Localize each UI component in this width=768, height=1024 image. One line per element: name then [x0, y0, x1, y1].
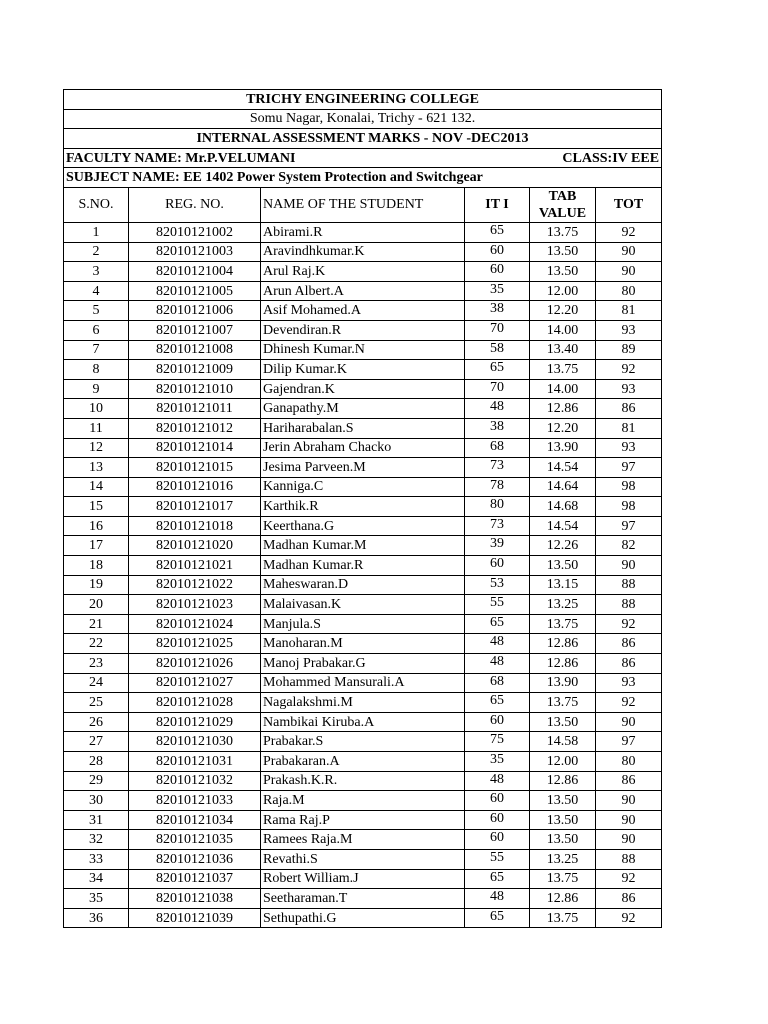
col-header-tab-line2: VALUE	[538, 205, 587, 221]
cell-tab-value: 14.54	[530, 516, 596, 536]
table-row	[64, 869, 662, 889]
cell-it1: 38	[465, 418, 530, 438]
cell-student-name: Sethupathi.G	[261, 908, 465, 928]
table-row	[64, 595, 662, 615]
table-row	[64, 516, 662, 536]
table-row	[64, 849, 662, 869]
cell-student-name: Dhinesh Kumar.N	[261, 340, 465, 360]
cell-student-name: Keerthana.G	[261, 516, 465, 536]
cell-it1: 70	[465, 379, 530, 399]
cell-total: 82	[596, 536, 662, 556]
table-row	[64, 497, 662, 517]
cell-total: 90	[596, 712, 662, 732]
cell-sno: 34	[64, 869, 129, 889]
cell-regno: 82010121007	[129, 320, 261, 340]
cell-tab-value: 12.86	[530, 654, 596, 674]
cell-it1: 35	[465, 752, 530, 772]
cell-sno: 28	[64, 752, 129, 772]
cell-total: 93	[596, 438, 662, 458]
cell-student-name: Revathi.S	[261, 849, 465, 869]
cell-total: 90	[596, 242, 662, 262]
table-row	[64, 536, 662, 556]
table-row	[64, 242, 662, 262]
cell-tab-value: 13.50	[530, 712, 596, 732]
cell-student-name: Robert William.J	[261, 869, 465, 889]
cell-sno: 3	[64, 262, 129, 282]
cell-tab-value: 13.50	[530, 791, 596, 811]
cell-student-name: Kanniga.C	[261, 477, 465, 497]
table-row	[64, 418, 662, 438]
table-row	[64, 438, 662, 458]
cell-sno: 13	[64, 458, 129, 478]
cell-regno: 82010121031	[129, 752, 261, 772]
cell-it1: 55	[465, 849, 530, 869]
cell-student-name: Arun Albert.A	[261, 281, 465, 301]
cell-student-name: Rama Raj.P	[261, 810, 465, 830]
cell-regno: 82010121028	[129, 693, 261, 713]
table-row	[64, 320, 662, 340]
cell-sno: 8	[64, 360, 129, 380]
cell-sno: 32	[64, 830, 129, 850]
cell-tab-value: 13.75	[530, 222, 596, 242]
cell-sno: 15	[64, 497, 129, 517]
cell-sno: 2	[64, 242, 129, 262]
cell-it1: 48	[465, 771, 530, 791]
table-row	[64, 575, 662, 595]
cell-total: 98	[596, 497, 662, 517]
table-row	[64, 379, 662, 399]
cell-total: 90	[596, 791, 662, 811]
assessment-title: INTERNAL ASSESSMENT MARKS - NOV -DEC2013	[64, 129, 662, 149]
cell-sno: 7	[64, 340, 129, 360]
table-row	[64, 262, 662, 282]
cell-sno: 30	[64, 791, 129, 811]
cell-it1: 65	[465, 360, 530, 380]
cell-regno: 82010121030	[129, 732, 261, 752]
cell-tab-value: 12.26	[530, 536, 596, 556]
cell-student-name: Ganapathy.M	[261, 399, 465, 419]
table-row	[64, 712, 662, 732]
cell-it1: 60	[465, 262, 530, 282]
cell-total: 90	[596, 830, 662, 850]
cell-tab-value: 13.50	[530, 242, 596, 262]
cell-regno: 82010121009	[129, 360, 261, 380]
cell-tab-value: 14.68	[530, 497, 596, 517]
cell-total: 97	[596, 516, 662, 536]
table-row	[64, 301, 662, 321]
cell-regno: 82010121006	[129, 301, 261, 321]
cell-total: 86	[596, 654, 662, 674]
col-header-regno: REG. NO.	[129, 187, 261, 222]
cell-regno: 82010121029	[129, 712, 261, 732]
cell-total: 92	[596, 360, 662, 380]
cell-student-name: Asif Mohamed.A	[261, 301, 465, 321]
cell-tab-value: 14.00	[530, 379, 596, 399]
cell-student-name: Aravindhkumar.K	[261, 242, 465, 262]
subject-name: SUBJECT NAME: EE 1402 Power System Protection and Switchgear	[64, 168, 662, 188]
col-header-name: NAME OF THE STUDENT	[261, 187, 465, 222]
cell-tab-value: 13.75	[530, 693, 596, 713]
cell-regno: 82010121012	[129, 418, 261, 438]
cell-student-name: Prakash.K.R.	[261, 771, 465, 791]
cell-sno: 26	[64, 712, 129, 732]
cell-sno: 23	[64, 654, 129, 674]
cell-tab-value: 13.75	[530, 360, 596, 380]
cell-it1: 65	[465, 693, 530, 713]
cell-total: 88	[596, 595, 662, 615]
cell-total: 92	[596, 614, 662, 634]
cell-total: 81	[596, 301, 662, 321]
cell-tab-value: 12.20	[530, 301, 596, 321]
cell-sno: 1	[64, 222, 129, 242]
cell-regno: 82010121037	[129, 869, 261, 889]
cell-regno: 82010121021	[129, 556, 261, 576]
cell-it1: 55	[465, 595, 530, 615]
cell-student-name: Jerin Abraham Chacko	[261, 438, 465, 458]
cell-sno: 11	[64, 418, 129, 438]
cell-total: 93	[596, 673, 662, 693]
faculty-name: FACULTY NAME: Mr.P.VELUMANI	[64, 148, 530, 168]
table-row	[64, 458, 662, 478]
cell-tab-value: 12.86	[530, 889, 596, 909]
cell-regno: 82010121034	[129, 810, 261, 830]
cell-it1: 39	[465, 536, 530, 556]
cell-it1: 35	[465, 281, 530, 301]
cell-tab-value: 12.20	[530, 418, 596, 438]
cell-student-name: Mohammed Mansurali.A	[261, 673, 465, 693]
cell-student-name: Karthik.R	[261, 497, 465, 517]
cell-sno: 4	[64, 281, 129, 301]
cell-sno: 22	[64, 634, 129, 654]
cell-total: 92	[596, 908, 662, 928]
cell-tab-value: 12.00	[530, 281, 596, 301]
table-row	[64, 752, 662, 772]
cell-regno: 82010121011	[129, 399, 261, 419]
cell-regno: 82010121016	[129, 477, 261, 497]
cell-tab-value: 13.40	[530, 340, 596, 360]
table-row	[64, 477, 662, 497]
cell-sno: 14	[64, 477, 129, 497]
cell-it1: 60	[465, 791, 530, 811]
college-name: TRICHY ENGINEERING COLLEGE	[64, 90, 662, 110]
cell-student-name: Raja.M	[261, 791, 465, 811]
cell-total: 92	[596, 222, 662, 242]
cell-student-name: Arul Raj.K	[261, 262, 465, 282]
cell-tab-value: 13.50	[530, 830, 596, 850]
cell-total: 81	[596, 418, 662, 438]
cell-total: 92	[596, 869, 662, 889]
cell-regno: 82010121010	[129, 379, 261, 399]
cell-tab-value: 12.86	[530, 771, 596, 791]
cell-total: 98	[596, 477, 662, 497]
cell-regno: 82010121032	[129, 771, 261, 791]
cell-regno: 82010121018	[129, 516, 261, 536]
col-header-tab-line1: TAB	[548, 188, 577, 204]
cell-tab-value: 13.75	[530, 869, 596, 889]
cell-it1: 70	[465, 320, 530, 340]
table-row	[64, 556, 662, 576]
table-row	[64, 614, 662, 634]
cell-student-name: Manoharan.M	[261, 634, 465, 654]
cell-it1: 80	[465, 497, 530, 517]
cell-it1: 60	[465, 712, 530, 732]
cell-it1: 48	[465, 889, 530, 909]
cell-it1: 58	[465, 340, 530, 360]
table-row	[64, 889, 662, 909]
col-header-tab-value	[530, 187, 596, 222]
cell-student-name: Seetharaman.T	[261, 889, 465, 909]
cell-sno: 17	[64, 536, 129, 556]
cell-regno: 82010121004	[129, 262, 261, 282]
cell-student-name: Manjula.S	[261, 614, 465, 634]
cell-total: 86	[596, 889, 662, 909]
cell-student-name: Nagalakshmi.M	[261, 693, 465, 713]
cell-it1: 60	[465, 830, 530, 850]
cell-regno: 82010121035	[129, 830, 261, 850]
cell-tab-value: 14.64	[530, 477, 596, 497]
cell-tab-value: 12.86	[530, 634, 596, 654]
cell-regno: 82010121027	[129, 673, 261, 693]
cell-total: 88	[596, 575, 662, 595]
cell-it1: 75	[465, 732, 530, 752]
cell-tab-value: 14.58	[530, 732, 596, 752]
cell-student-name: Manoj Prabakar.G	[261, 654, 465, 674]
cell-student-name: Prabakaran.A	[261, 752, 465, 772]
cell-it1: 53	[465, 575, 530, 595]
cell-it1: 60	[465, 242, 530, 262]
cell-student-name: Madhan Kumar.R	[261, 556, 465, 576]
cell-sno: 33	[64, 849, 129, 869]
cell-tab-value: 12.86	[530, 399, 596, 419]
cell-sno: 6	[64, 320, 129, 340]
table-row	[64, 810, 662, 830]
cell-it1: 73	[465, 516, 530, 536]
cell-it1: 48	[465, 399, 530, 419]
cell-tab-value: 13.50	[530, 556, 596, 576]
cell-regno: 82010121015	[129, 458, 261, 478]
cell-regno: 82010121033	[129, 791, 261, 811]
table-row	[64, 340, 662, 360]
table-row	[64, 634, 662, 654]
cell-sno: 18	[64, 556, 129, 576]
cell-total: 89	[596, 340, 662, 360]
cell-total: 97	[596, 732, 662, 752]
cell-sno: 16	[64, 516, 129, 536]
cell-regno: 82010121039	[129, 908, 261, 928]
cell-tab-value: 14.54	[530, 458, 596, 478]
cell-it1: 68	[465, 438, 530, 458]
col-header-it1: IT I	[465, 187, 530, 222]
table-row	[64, 732, 662, 752]
cell-sno: 36	[64, 908, 129, 928]
cell-student-name: Prabakar.S	[261, 732, 465, 752]
cell-sno: 24	[64, 673, 129, 693]
table-row	[64, 791, 662, 811]
cell-regno: 82010121014	[129, 438, 261, 458]
cell-tab-value: 13.50	[530, 810, 596, 830]
cell-total: 90	[596, 262, 662, 282]
cell-student-name: Gajendran.K	[261, 379, 465, 399]
cell-total: 86	[596, 771, 662, 791]
cell-sno: 25	[64, 693, 129, 713]
table-row	[64, 771, 662, 791]
cell-tab-value: 13.90	[530, 673, 596, 693]
cell-regno: 82010121023	[129, 595, 261, 615]
cell-it1: 78	[465, 477, 530, 497]
cell-it1: 65	[465, 869, 530, 889]
cell-tab-value: 13.25	[530, 849, 596, 869]
cell-total: 90	[596, 556, 662, 576]
cell-student-name: Ramees Raja.M	[261, 830, 465, 850]
cell-it1: 73	[465, 458, 530, 478]
cell-regno: 82010121008	[129, 340, 261, 360]
cell-sno: 9	[64, 379, 129, 399]
table-row	[64, 673, 662, 693]
cell-regno: 82010121020	[129, 536, 261, 556]
cell-total: 88	[596, 849, 662, 869]
cell-total: 97	[596, 458, 662, 478]
cell-regno: 82010121024	[129, 614, 261, 634]
cell-it1: 65	[465, 908, 530, 928]
cell-regno: 82010121036	[129, 849, 261, 869]
cell-tab-value: 13.50	[530, 262, 596, 282]
cell-it1: 48	[465, 654, 530, 674]
table-row	[64, 281, 662, 301]
table-row	[64, 908, 662, 928]
cell-it1: 65	[465, 222, 530, 242]
cell-total: 80	[596, 281, 662, 301]
cell-total: 86	[596, 634, 662, 654]
cell-it1: 38	[465, 301, 530, 321]
cell-student-name: Madhan Kumar.M	[261, 536, 465, 556]
cell-regno: 82010121026	[129, 654, 261, 674]
cell-regno: 82010121038	[129, 889, 261, 909]
cell-sno: 27	[64, 732, 129, 752]
cell-it1: 65	[465, 614, 530, 634]
cell-regno: 82010121005	[129, 281, 261, 301]
cell-student-name: Abirami.R	[261, 222, 465, 242]
cell-tab-value: 14.00	[530, 320, 596, 340]
cell-tab-value: 13.75	[530, 908, 596, 928]
table-row	[64, 654, 662, 674]
cell-sno: 31	[64, 810, 129, 830]
cell-student-name: Jesima Parveen.M	[261, 458, 465, 478]
class-name: CLASS:IV EEE	[530, 148, 662, 168]
cell-total: 86	[596, 399, 662, 419]
cell-student-name: Malaivasan.K	[261, 595, 465, 615]
col-header-tot: TOT	[596, 187, 662, 222]
cell-it1: 60	[465, 556, 530, 576]
cell-regno: 82010121017	[129, 497, 261, 517]
cell-total: 92	[596, 693, 662, 713]
table-row	[64, 399, 662, 419]
cell-student-name: Hariharabalan.S	[261, 418, 465, 438]
cell-it1: 60	[465, 810, 530, 830]
table-row	[64, 693, 662, 713]
col-header-sno: S.NO.	[64, 187, 129, 222]
cell-sno: 5	[64, 301, 129, 321]
cell-sno: 29	[64, 771, 129, 791]
cell-total: 93	[596, 320, 662, 340]
table-row	[64, 360, 662, 380]
cell-total: 90	[596, 810, 662, 830]
cell-sno: 20	[64, 595, 129, 615]
table-row	[64, 222, 662, 242]
cell-sno: 35	[64, 889, 129, 909]
cell-regno: 82010121003	[129, 242, 261, 262]
cell-sno: 21	[64, 614, 129, 634]
cell-student-name: Dilip Kumar.K	[261, 360, 465, 380]
marks-table	[63, 89, 662, 928]
cell-tab-value: 13.25	[530, 595, 596, 615]
cell-regno: 82010121002	[129, 222, 261, 242]
cell-sno: 10	[64, 399, 129, 419]
cell-sno: 19	[64, 575, 129, 595]
cell-regno: 82010121022	[129, 575, 261, 595]
cell-total: 80	[596, 752, 662, 772]
cell-student-name: Maheswaran.D	[261, 575, 465, 595]
cell-regno: 82010121025	[129, 634, 261, 654]
cell-total: 93	[596, 379, 662, 399]
cell-tab-value: 13.15	[530, 575, 596, 595]
cell-tab-value: 13.75	[530, 614, 596, 634]
cell-it1: 68	[465, 673, 530, 693]
cell-it1: 48	[465, 634, 530, 654]
cell-student-name: Nambikai Kiruba.A	[261, 712, 465, 732]
college-address: Somu Nagar, Konalai, Trichy - 621 132.	[64, 109, 662, 129]
cell-tab-value: 13.90	[530, 438, 596, 458]
table-row	[64, 830, 662, 850]
cell-student-name: Devendiran.R	[261, 320, 465, 340]
cell-tab-value: 12.00	[530, 752, 596, 772]
cell-sno: 12	[64, 438, 129, 458]
